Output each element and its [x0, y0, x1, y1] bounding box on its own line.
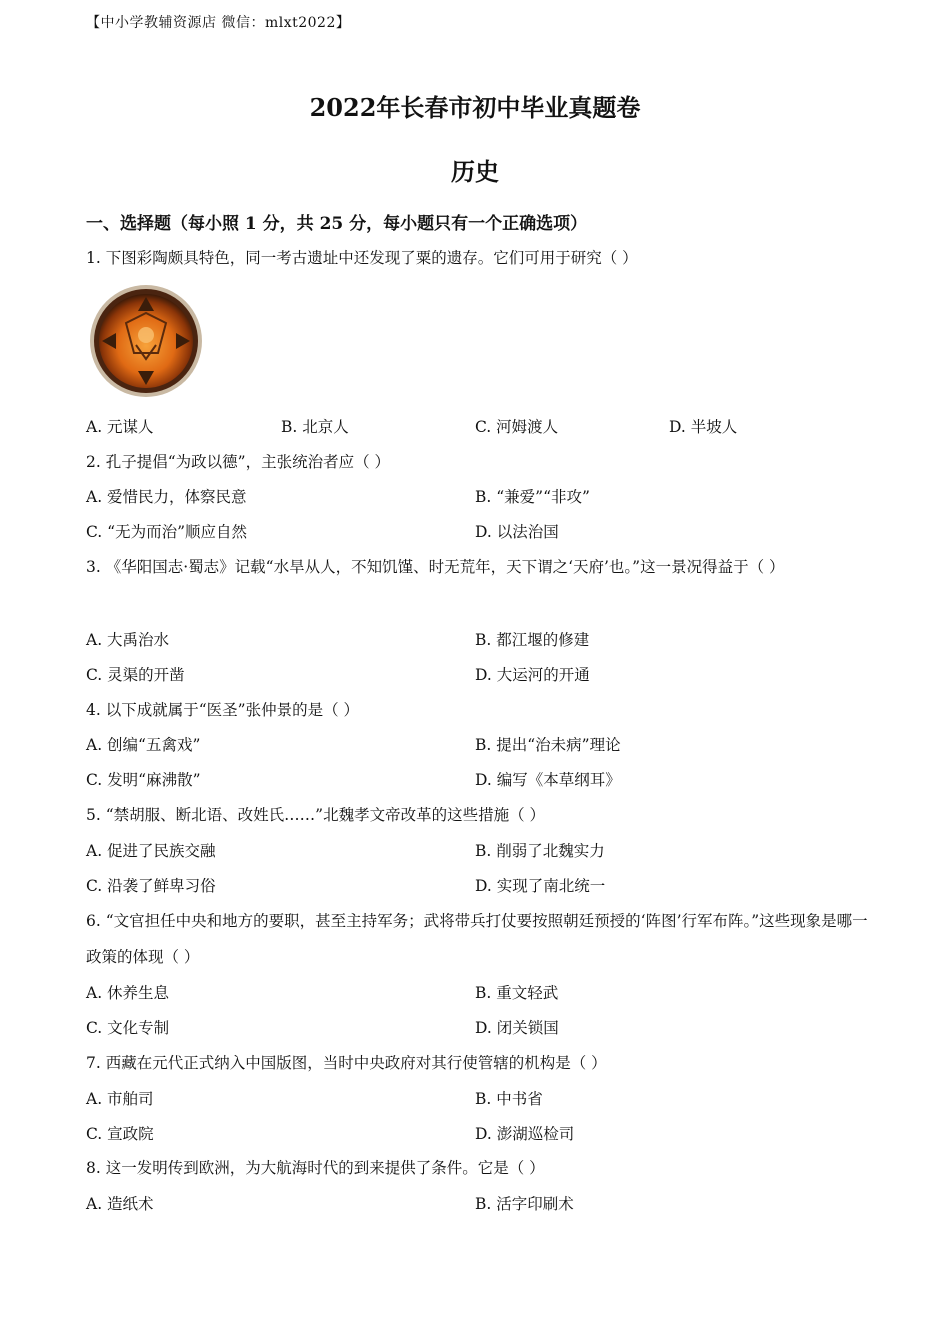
- question-3-option-d[interactable]: D. 大运河的开通: [475, 666, 590, 684]
- question-1-option-d[interactable]: D. 半坡人: [669, 418, 738, 436]
- question-6-option-c[interactable]: C. 文化专制: [86, 1019, 170, 1037]
- painted-pottery-basin-image: [88, 283, 204, 399]
- question-4-option-a[interactable]: A. 创编“五禽戏”: [86, 736, 201, 754]
- question-2-stem: 2. 孔子提倡“为政以德”，主张统治者应（ ）: [86, 453, 390, 471]
- question-5-option-c[interactable]: C. 沿袭了鲜卑习俗: [86, 877, 216, 895]
- question-3-option-c[interactable]: C. 灵渠的开凿: [86, 666, 185, 684]
- question-8-stem: 8. 这一发明传到欧洲，为大航海时代的到来提供了条件。它是（ ）: [86, 1159, 545, 1177]
- subject-title: 历史: [451, 157, 499, 186]
- question-7-option-c[interactable]: C. 宣政院: [86, 1125, 154, 1143]
- question-1-option-c[interactable]: C. 河姆渡人: [475, 418, 559, 436]
- question-4-option-b[interactable]: B. 提出“治未病”理论: [475, 736, 621, 754]
- question-6-option-d[interactable]: D. 闭关锁国: [475, 1019, 559, 1037]
- question-4-option-d[interactable]: D. 编写《本草纲耳》: [475, 771, 621, 789]
- question-7-option-d[interactable]: D. 澎湖巡检司: [475, 1125, 575, 1143]
- question-5-option-b[interactable]: B. 削弱了北魏实力: [475, 842, 605, 860]
- question-2-option-d[interactable]: D. 以法治国: [475, 523, 559, 541]
- exam-title: 2022年长春市初中毕业真题卷: [309, 93, 641, 122]
- question-3-stem: 3. 《华阳国志·蜀志》记载“水旱从人，不知饥馑、时无荒年，天下谓之‘天府’也。”这一景况得益于（ ）: [86, 558, 785, 576]
- question-4-option-c[interactable]: C. 发明“麻沸散”: [86, 771, 201, 789]
- question-3-option-b[interactable]: B. 都江堰的修建: [475, 631, 590, 649]
- question-7-stem: 7. 西藏在元代正式纳入中国版图，当时中央政府对其行使管辖的机构是（ ）: [86, 1054, 607, 1072]
- question-7-option-a[interactable]: A. 市舶司: [86, 1090, 154, 1108]
- question-8-option-b[interactable]: B. 活字印刷术: [475, 1195, 574, 1213]
- question-1-option-a[interactable]: A. 元谋人: [86, 418, 154, 436]
- question-5-option-a[interactable]: A. 促进了民族交融: [86, 842, 216, 860]
- question-7-option-b[interactable]: B. 中书省: [475, 1090, 543, 1108]
- section-heading: 一、选择题（每小照 1 分，共 25 分，每小题只有一个正确选项）: [86, 214, 588, 234]
- question-2-option-a[interactable]: A. 爱惜民力，体察民意: [86, 488, 247, 506]
- question-5-option-d[interactable]: D. 实现了南北统一: [475, 877, 606, 895]
- header-note: 【中小学教辅资源店 微信：mlxt2022】: [86, 15, 351, 31]
- question-8-option-a[interactable]: A. 造纸术: [86, 1195, 154, 1213]
- question-6-stem: 6. “文官担任中央和地方的要职，甚至主持军务；武将带兵打仗要按照朝廷预授的‘阵图’行军布阵。”这些现象是哪一政策的体现（ ）: [86, 912, 868, 966]
- question-2-option-b[interactable]: B. “兼爱”“非攻”: [475, 488, 590, 506]
- question-3-option-a[interactable]: A. 大禹治水: [86, 631, 170, 649]
- question-2-option-c[interactable]: C. “无为而治”顺应自然: [86, 523, 248, 541]
- question-6-option-b[interactable]: B. 重文轻武: [475, 984, 559, 1002]
- question-4-stem: 4. 以下成就属于“医圣”张仲景的是（ ）: [86, 701, 359, 719]
- question-5-stem: 5. “禁胡服、断北语、改姓氏……”北魏孝文帝改革的这些措施（ ）: [86, 806, 545, 824]
- question-6-option-a[interactable]: A. 休养生息: [86, 984, 170, 1002]
- question-1-stem: 1. 下图彩陶颇具特色，同一考古遗址中还发现了粟的遗存。它们可用于研究（ ）: [86, 249, 638, 267]
- question-1-option-b[interactable]: B. 北京人: [281, 418, 349, 436]
